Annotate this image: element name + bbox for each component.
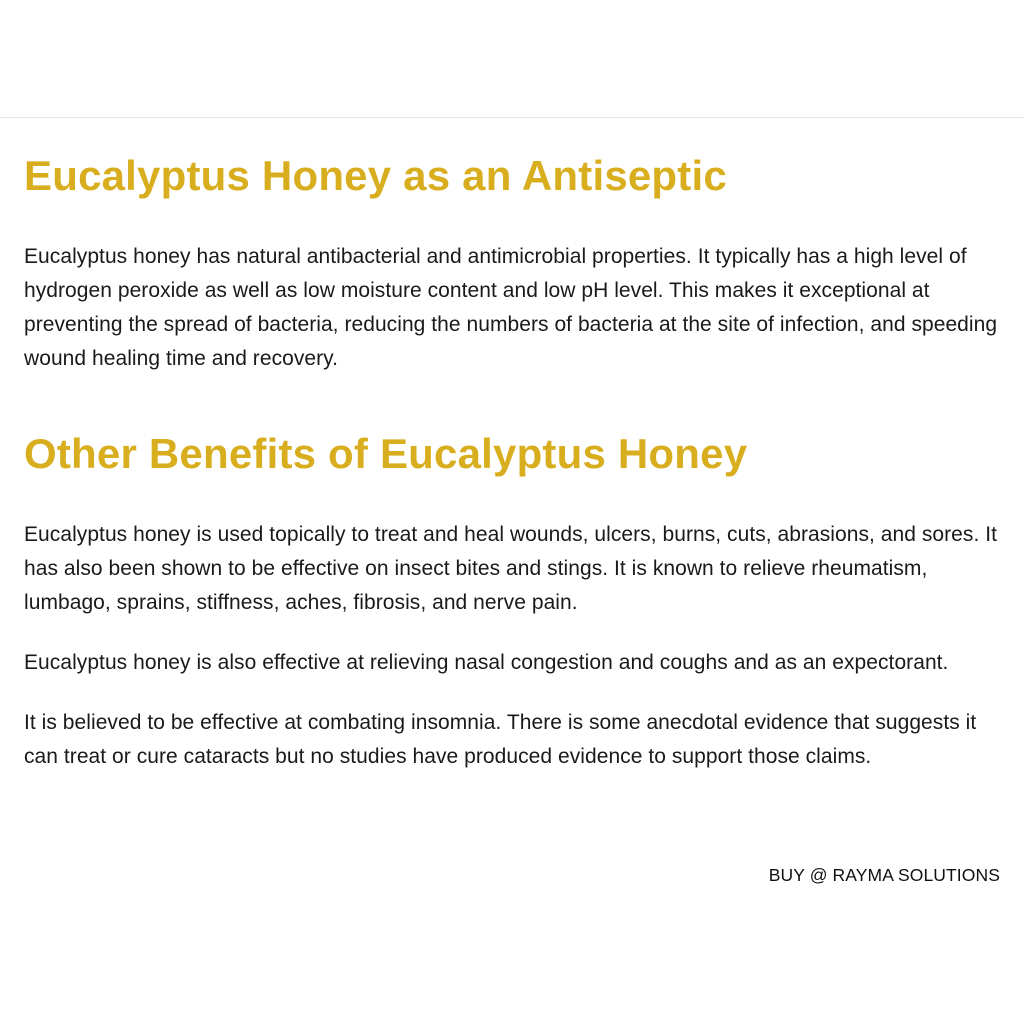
top-divider <box>0 117 1024 118</box>
section-title-antiseptic: Eucalyptus Honey as an Antiseptic <box>24 152 727 199</box>
paragraph-nasal-congestion: Eucalyptus honey is also effective at relieving nasal congestion and coughs and as an expectorant. <box>24 651 949 674</box>
paragraph-insomnia: It is believed to be effective at combating insomnia. There is some anecdotal evidence that suggests it can treat or cure cataracts but no studies have produced evidence to support those claims. <box>24 711 977 768</box>
article-body <box>24 150 1000 800</box>
paragraph-topical-uses: Eucalyptus honey is used topically to treat and heal wounds, ulcers, burns, cuts, abrasions, and sores. It has also been shown to be effective on insect bites and stings. It is known to relieve rheumatism, lumbago, sprains, stiffness, aches, fibrosis, and nerve pain. <box>24 523 998 614</box>
paragraph-antiseptic: Eucalyptus honey has natural antibacterial and antimicrobial properties. It typically has a high level of hydrogen peroxide as well as low moisture content and low pH level. This makes it exceptional at preventing the spread of bacteria, reducing the numbers of bacteria at the site of infection, and speeding wound healing time and recovery. <box>24 245 998 370</box>
section-title-other-benefits: Other Benefits of Eucalyptus Honey <box>24 430 748 477</box>
buy-label: BUY @ RAYMA SOLUTIONS <box>768 865 1000 885</box>
